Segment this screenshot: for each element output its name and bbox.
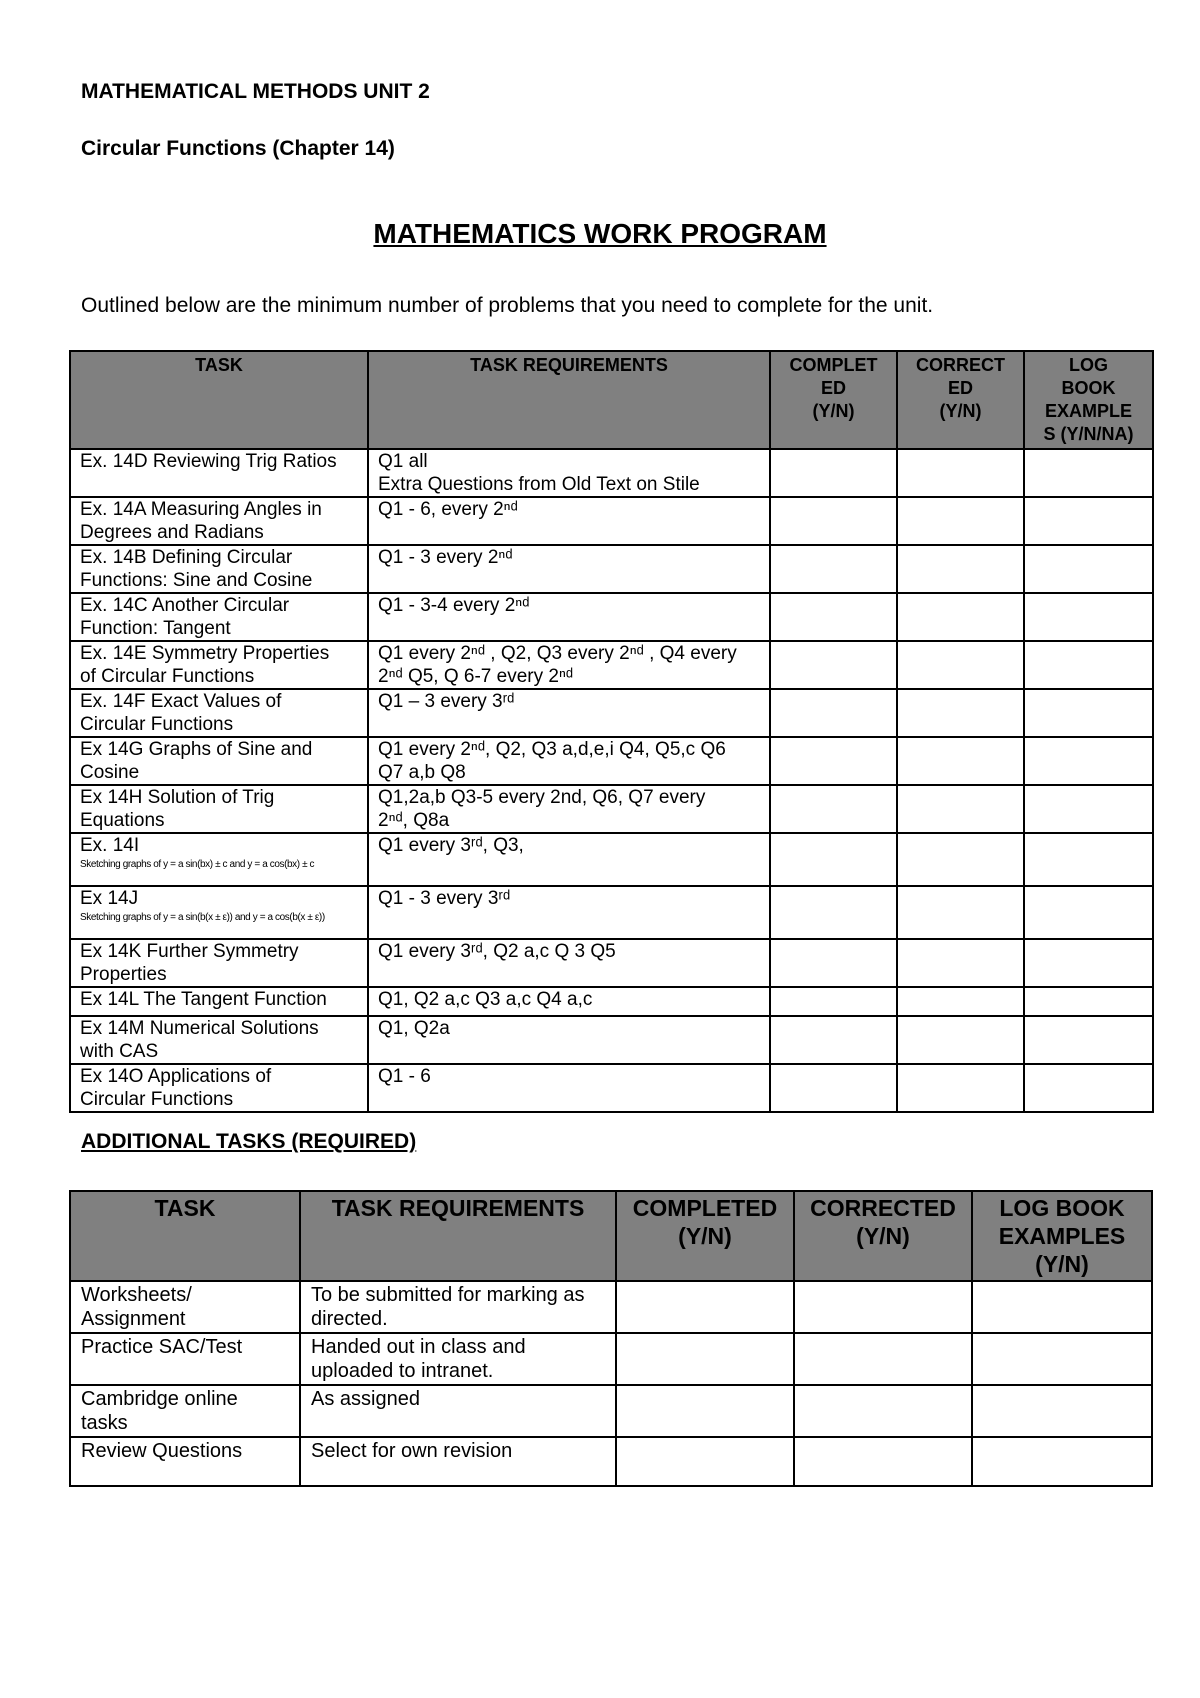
corrected-cell[interactable] <box>897 545 1024 593</box>
task-cell: Ex 14J Sketching graphs of y = a sin(b(x ± ε)) and y = a cos(b(x ± ε)) <box>70 886 368 939</box>
completed-cell[interactable] <box>770 1064 897 1112</box>
logbook-cell[interactable] <box>1024 737 1153 785</box>
task-cell: Ex. 14B Defining Circular Functions: Sine and Cosine <box>70 545 368 593</box>
requirements-cell: Q1 - 3 every 2ⁿᵈ <box>368 545 770 593</box>
task-cell: Ex. 14D Reviewing Trig Ratios <box>70 449 368 497</box>
requirements-cell: Q1 - 3 every 3ʳᵈ <box>368 886 770 939</box>
table-row <box>70 1281 1152 1333</box>
requirements-cell: Q1 - 3-4 every 2ⁿᵈ <box>368 593 770 641</box>
requirements-cell: Q1 - 6 <box>368 1064 770 1112</box>
completed-cell[interactable] <box>770 987 897 1016</box>
task-cell: Worksheets/ Assignment <box>70 1281 300 1333</box>
corrected-cell[interactable] <box>897 886 1024 939</box>
corrected-cell[interactable] <box>794 1437 972 1486</box>
logbook-cell[interactable] <box>1024 689 1153 737</box>
table-header-row <box>70 1191 1152 1281</box>
completed-cell[interactable] <box>616 1437 794 1486</box>
table-row <box>70 1385 1152 1437</box>
table-row <box>70 1333 1152 1385</box>
requirements-cell: Q1, Q2a <box>368 1016 770 1064</box>
logbook-cell[interactable] <box>1024 1016 1153 1064</box>
corrected-cell[interactable] <box>897 987 1024 1016</box>
table-row <box>70 641 1153 689</box>
completed-cell[interactable] <box>770 833 897 886</box>
corrected-cell[interactable] <box>897 641 1024 689</box>
logbook-cell[interactable] <box>1024 641 1153 689</box>
corrected-cell[interactable] <box>897 449 1024 497</box>
table-row <box>70 1064 1153 1112</box>
task-subtitle: Sketching graphs of y = a sin(bx) ± c and y = a cos(bx) ± c <box>80 859 315 870</box>
table-row <box>70 737 1153 785</box>
header-task: TASK <box>70 351 368 449</box>
requirements-cell: As assigned <box>300 1385 616 1437</box>
corrected-cell[interactable] <box>794 1385 972 1437</box>
chapter-heading: Circular Functions (Chapter 14) <box>81 137 395 160</box>
requirements-cell: Q1 every 2ⁿᵈ , Q2, Q3 every 2ⁿᵈ , Q4 every 2ⁿᵈ Q5, Q 6-7 every 2ⁿᵈ <box>368 641 770 689</box>
task-cell: Ex 14L The Tangent Function <box>70 987 368 1016</box>
corrected-cell[interactable] <box>897 1064 1024 1112</box>
corrected-cell[interactable] <box>897 689 1024 737</box>
requirements-cell: Q1 every 3ʳᵈ, Q3, <box>368 833 770 886</box>
task-cell: Ex 14K Further Symmetry Properties <box>70 939 368 987</box>
logbook-cell[interactable] <box>1024 886 1153 939</box>
logbook-cell[interactable] <box>1024 593 1153 641</box>
task-cell: Ex. 14I Sketching graphs of y = a sin(bx) ± c and y = a cos(bx) ± c <box>70 833 368 886</box>
logbook-cell[interactable] <box>972 1281 1152 1333</box>
additional-tasks-table <box>69 1190 1153 1487</box>
task-cell: Review Questions <box>70 1437 300 1486</box>
completed-cell[interactable] <box>770 737 897 785</box>
table-row <box>70 1016 1153 1064</box>
requirements-cell: Q1 - 6, every 2ⁿᵈ <box>368 497 770 545</box>
requirements-cell: Q1,2a,b Q3-5 every 2nd, Q6, Q7 every 2ⁿᵈ, Q8a <box>368 785 770 833</box>
logbook-cell[interactable] <box>1024 545 1153 593</box>
requirements-cell: Q1 all Extra Questions from Old Text on Stile <box>368 449 770 497</box>
corrected-cell[interactable] <box>897 785 1024 833</box>
header-completed: COMPLET ED (Y/N) <box>770 351 897 449</box>
intro-text: Outlined below are the minimum number of problems that you need to complete for the unit. <box>81 294 934 317</box>
table-row <box>70 785 1153 833</box>
completed-cell[interactable] <box>770 689 897 737</box>
logbook-cell[interactable] <box>1024 833 1153 886</box>
completed-cell[interactable] <box>770 449 897 497</box>
task-cell: Ex 14O Applications of Circular Functions <box>70 1064 368 1112</box>
task-cell: Ex. 14C Another Circular Function: Tangent <box>70 593 368 641</box>
task-cell: Ex 14M Numerical Solutions with CAS <box>70 1016 368 1064</box>
corrected-cell[interactable] <box>897 593 1024 641</box>
logbook-cell[interactable] <box>972 1385 1152 1437</box>
corrected-cell[interactable] <box>897 737 1024 785</box>
completed-cell[interactable] <box>770 785 897 833</box>
logbook-cell[interactable] <box>972 1437 1152 1486</box>
header-logbook: LOG BOOK EXAMPLE S (Y/N/NA) <box>1024 351 1153 449</box>
table-row <box>70 689 1153 737</box>
completed-cell[interactable] <box>770 641 897 689</box>
header-corrected: CORRECT ED (Y/N) <box>897 351 1024 449</box>
completed-cell[interactable] <box>770 545 897 593</box>
completed-cell[interactable] <box>770 886 897 939</box>
requirements-cell: Q1 every 3ʳᵈ, Q2 a,c Q 3 Q5 <box>368 939 770 987</box>
task-cell: Practice SAC/Test <box>70 1333 300 1385</box>
header-corrected: CORRECTED (Y/N) <box>794 1191 972 1281</box>
logbook-cell[interactable] <box>1024 785 1153 833</box>
task-cell: Ex. 14E Symmetry Properties of Circular Functions <box>70 641 368 689</box>
corrected-cell[interactable] <box>897 939 1024 987</box>
logbook-cell[interactable] <box>972 1333 1152 1385</box>
header-completed: COMPLETED (Y/N) <box>616 1191 794 1281</box>
corrected-cell[interactable] <box>794 1333 972 1385</box>
header-task-requirements: TASK REQUIREMENTS <box>300 1191 616 1281</box>
completed-cell[interactable] <box>770 1016 897 1064</box>
program-title: MATHEMATICS WORK PROGRAM <box>373 218 827 249</box>
logbook-cell[interactable] <box>1024 449 1153 497</box>
corrected-cell[interactable] <box>897 1016 1024 1064</box>
table-row <box>70 449 1153 497</box>
completed-cell[interactable] <box>770 593 897 641</box>
corrected-cell[interactable] <box>897 833 1024 886</box>
table-row <box>70 497 1153 545</box>
task-cell: Cambridge online tasks <box>70 1385 300 1437</box>
table-row <box>70 987 1153 1016</box>
task-subtitle: Sketching graphs of y = a sin(b(x ± ε)) and y = a cos(b(x ± ε)) <box>80 912 325 923</box>
table-row <box>70 939 1153 987</box>
requirements-cell: Q1, Q2 a,c Q3 a,c Q4 a,c <box>368 987 770 1016</box>
completed-cell[interactable] <box>770 497 897 545</box>
completed-cell[interactable] <box>616 1385 794 1437</box>
table-row <box>70 1437 1152 1486</box>
task-cell: Ex. 14A Measuring Angles in Degrees and Radians <box>70 497 368 545</box>
logbook-cell[interactable] <box>1024 939 1153 987</box>
additional-tasks-heading: ADDITIONAL TASKS (REQUIRED) <box>81 1130 417 1153</box>
logbook-cell[interactable] <box>1024 1064 1153 1112</box>
completed-cell[interactable] <box>770 939 897 987</box>
logbook-cell[interactable] <box>1024 497 1153 545</box>
header-task-requirements: TASK REQUIREMENTS <box>368 351 770 449</box>
unit-heading: MATHEMATICAL METHODS UNIT 2 <box>81 80 430 103</box>
completed-cell[interactable] <box>616 1281 794 1333</box>
table-header-row <box>70 351 1153 449</box>
requirements-cell: Select for own revision <box>300 1437 616 1486</box>
requirements-cell: Q1 every 2ⁿᵈ, Q2, Q3 a,d,e,i Q4, Q5,c Q6 Q7 a,b Q8 <box>368 737 770 785</box>
header-task: TASK <box>70 1191 300 1281</box>
completed-cell[interactable] <box>616 1333 794 1385</box>
task-cell: Ex 14G Graphs of Sine and Cosine <box>70 737 368 785</box>
header-logbook: LOG BOOK EXAMPLES (Y/N) <box>972 1191 1152 1281</box>
table-row <box>70 833 1153 886</box>
logbook-cell[interactable] <box>1024 987 1153 1016</box>
requirements-cell: To be submitted for marking as directed. <box>300 1281 616 1333</box>
table-row <box>70 545 1153 593</box>
task-cell: Ex. 14F Exact Values of Circular Functions <box>70 689 368 737</box>
table-row <box>70 593 1153 641</box>
requirements-cell: Handed out in class and uploaded to intranet. <box>300 1333 616 1385</box>
table-row <box>70 886 1153 939</box>
requirements-cell: Q1 – 3 every 3ʳᵈ <box>368 689 770 737</box>
task-cell: Ex 14H Solution of Trig Equations <box>70 785 368 833</box>
corrected-cell[interactable] <box>794 1281 972 1333</box>
corrected-cell[interactable] <box>897 497 1024 545</box>
work-program-table <box>69 350 1154 1113</box>
